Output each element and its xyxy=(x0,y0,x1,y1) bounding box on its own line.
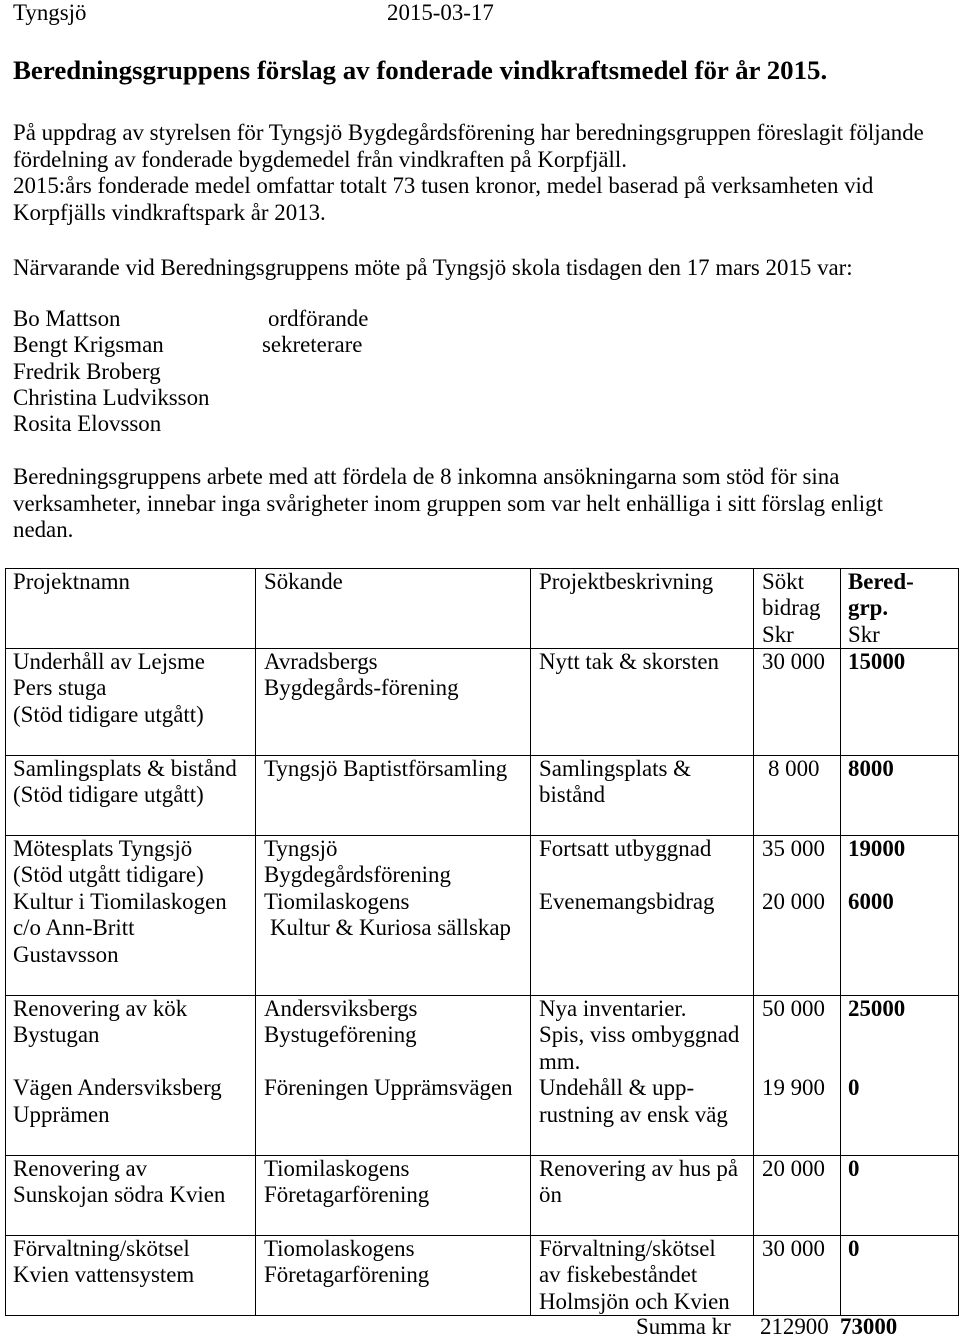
header-cell-project-description xyxy=(531,569,754,648)
requested-amount-text: 20 000 xyxy=(762,1156,825,1181)
project-description-entry xyxy=(539,649,753,728)
attendance-heading: Närvarande vid Beredningsgruppens möte på Tyngsjö skola tisdagen den 17 mars 2015 var: xyxy=(13,255,853,280)
applicant-text: Tyngsjö Baptistförsamling xyxy=(264,756,508,781)
member-name: Christina Ludviksson xyxy=(13,384,210,410)
table-header-row xyxy=(6,569,959,649)
project-description-entry xyxy=(539,1156,753,1209)
table-row xyxy=(6,1236,959,1316)
project-name-text: (Stöd utgått tidigare) xyxy=(13,862,204,888)
proposed-amount-entry xyxy=(848,756,958,809)
project-description-text: bistånd xyxy=(539,782,606,808)
total-row xyxy=(0,1314,960,1337)
header-text: bidrag xyxy=(762,595,821,621)
member-row xyxy=(13,359,433,385)
member-name: Bengt Krigsman xyxy=(13,332,164,358)
requested-amount-text: 8 000 xyxy=(768,756,820,781)
applicant-text: Kultur & Kuriosa sällskap xyxy=(270,915,511,941)
applicant-entry xyxy=(264,1236,530,1315)
proposed-amount-text: 0 xyxy=(848,1236,860,1261)
header-text: Sökande xyxy=(264,569,343,594)
table-row xyxy=(6,649,959,756)
project-name-text: Renovering av kök xyxy=(13,996,188,1021)
total-label: Summa kr xyxy=(636,1314,731,1337)
proposed-amount-entry xyxy=(848,1075,958,1128)
proposed-amount-cell xyxy=(841,1236,959,1315)
requested-amount-cell xyxy=(754,649,841,755)
project-name-text: Underhåll av Lejsme xyxy=(13,649,205,674)
project-name-text: Vägen Andersviksberg xyxy=(13,1075,222,1101)
project-description-text: Evenemangsbidrag xyxy=(539,888,715,914)
applicant-text: Tiomilaskogens xyxy=(264,1156,410,1181)
requested-amount-text: 19 900 xyxy=(762,1075,825,1101)
project-description-entry xyxy=(539,1075,753,1128)
member-row xyxy=(13,332,433,358)
project-name-cell xyxy=(6,649,256,755)
project-name-entry xyxy=(13,889,255,968)
requested-amount-text: 20 000 xyxy=(762,888,825,914)
applicant-entry xyxy=(264,649,530,728)
project-description-text: ön xyxy=(539,1182,562,1208)
project-description-text: Samlingsplats & xyxy=(539,756,691,781)
proposed-amount-entry xyxy=(848,996,958,1075)
requested-amount-text: 50 000 xyxy=(762,996,825,1021)
applicant-entry xyxy=(264,996,530,1075)
header-date: 2015-03-17 xyxy=(387,0,494,25)
project-description-text: Undehåll & upp- xyxy=(539,1075,695,1101)
member-row xyxy=(13,385,433,411)
header-place: Tyngsjö xyxy=(13,0,87,25)
requested-amount-text: 30 000 xyxy=(762,1236,825,1261)
intro-line: Korpfjälls vindkraftspark år 2013. xyxy=(13,199,326,225)
member-list xyxy=(13,306,433,437)
proposed-amount-cell xyxy=(841,1156,959,1235)
project-name-cell xyxy=(6,1236,256,1315)
project-description-entry xyxy=(539,836,753,889)
proposed-amount-text: 0 xyxy=(848,1075,860,1101)
project-name-entry xyxy=(13,649,255,728)
requested-amount-entry xyxy=(762,1075,840,1128)
member-name: Rosita Elovsson xyxy=(13,411,162,436)
applicant-cell xyxy=(256,756,531,835)
requested-amount-entry xyxy=(762,1236,840,1315)
table-row xyxy=(6,1156,959,1236)
project-name-entry xyxy=(13,1075,255,1128)
applicant-text: Tiomilaskogens xyxy=(264,888,410,914)
total-proposed-amount: 73000 xyxy=(840,1314,898,1337)
header-cell-project-name xyxy=(6,569,256,648)
requested-amount-entry xyxy=(762,1156,840,1209)
header-text: Bered- xyxy=(848,569,914,594)
applicant-entry xyxy=(264,1156,530,1209)
project-name-entry xyxy=(13,836,255,889)
project-description-cell xyxy=(531,649,754,755)
intro-line: 2015:års fonderade medel omfattar totalt 73 tusen kronor, medel baserad på verksamheten vid xyxy=(13,173,874,199)
table-row xyxy=(6,756,959,836)
requested-amount-entry xyxy=(762,889,840,968)
project-name-text: c/o Ann-Britt xyxy=(13,915,135,941)
project-name-text: Sunskojan södra Kvien xyxy=(13,1182,226,1208)
project-name-entry xyxy=(13,996,255,1075)
project-description-cell xyxy=(531,1156,754,1235)
member-role: ordförande xyxy=(268,306,369,331)
member-role: sekreterare xyxy=(262,332,363,358)
intro-line: På uppdrag av styrelsen för Tyngsjö Bygdegårdsförening har beredningsgruppen föreslagit följande xyxy=(13,120,924,145)
applicant-cell xyxy=(256,649,531,755)
member-row xyxy=(13,306,433,332)
member-row xyxy=(13,411,433,437)
project-description-text: Nya inventarier. xyxy=(539,996,687,1021)
project-description-text: av fiskebeståndet xyxy=(539,1262,698,1288)
requested-amount-cell xyxy=(754,756,841,835)
proposed-amount-entry xyxy=(848,836,958,889)
requested-amount-entry xyxy=(762,996,840,1075)
applicant-entry xyxy=(264,889,530,968)
proposed-amount-text: 25000 xyxy=(848,996,906,1021)
applicant-cell xyxy=(256,1236,531,1315)
project-description-cell xyxy=(531,1236,754,1315)
member-name: Fredrik Broberg xyxy=(13,358,161,384)
project-name-text: Kvien vattensystem xyxy=(13,1262,195,1288)
applicant-text: Företagarförening xyxy=(264,1262,430,1288)
summary-paragraph xyxy=(13,464,883,544)
project-description-entry xyxy=(539,756,753,809)
applicant-cell xyxy=(256,1156,531,1235)
project-description-text: Nytt tak & skorsten xyxy=(539,649,719,674)
header-text: Skr xyxy=(848,621,880,647)
applicant-text: Bygdegårdsförening xyxy=(264,862,451,888)
project-name-text: Samlingsplats & bistånd xyxy=(13,756,237,781)
project-name-text: Kultur i Tiomilaskogen xyxy=(13,888,227,914)
project-description-cell xyxy=(531,836,754,995)
project-description-cell xyxy=(531,756,754,835)
project-name-text: Bystugan xyxy=(13,1022,100,1048)
requested-amount-entry xyxy=(762,649,840,728)
header-text: Projektbeskrivning xyxy=(539,569,714,594)
intro-line: fördelning av fonderade bygdemedel från vindkraften på Korpfjäll. xyxy=(13,146,627,172)
applicant-entry xyxy=(264,836,530,889)
project-description-entry xyxy=(539,889,753,968)
summary-line: verksamheter, innebar inga svårigheter inom gruppen som var helt enhälliga i sitt förslag enligt xyxy=(13,490,883,516)
requested-amount-cell xyxy=(754,1156,841,1235)
project-name-entry xyxy=(13,1156,255,1209)
summary-line: nedan. xyxy=(13,517,74,542)
project-description-entry xyxy=(539,1236,753,1315)
project-name-text: Upprämen xyxy=(13,1101,110,1127)
requested-amount-cell xyxy=(754,836,841,995)
applicant-text: Tiomolaskogens xyxy=(264,1236,415,1261)
applicant-entry xyxy=(264,756,530,809)
project-description-text: Förvaltning/skötsel xyxy=(539,1236,716,1261)
project-name-text: Pers stuga xyxy=(13,675,107,701)
header-text: grp. xyxy=(848,595,889,621)
requested-amount-cell xyxy=(754,996,841,1155)
project-name-text: Renovering av xyxy=(13,1156,148,1181)
proposed-amount-entry xyxy=(848,649,958,728)
proposed-amount-text: 15000 xyxy=(848,649,906,674)
project-description-text: Renovering av hus på xyxy=(539,1156,738,1181)
project-name-text: Mötesplats Tyngsjö xyxy=(13,836,193,861)
project-name-entry xyxy=(13,1236,255,1315)
project-name-cell xyxy=(6,756,256,835)
total-requested-amount: 212900 xyxy=(760,1314,829,1337)
proposed-amount-text: 0 xyxy=(848,1156,860,1181)
project-name-entry xyxy=(13,756,255,809)
project-name-text: (Stöd tidigare utgått) xyxy=(13,782,204,808)
applicant-text: Bystugeförening xyxy=(264,1022,417,1048)
applicant-text: Föreningen Upprämsvägen xyxy=(264,1075,513,1101)
project-description-entry xyxy=(539,996,753,1075)
project-description-text: mm. xyxy=(539,1048,581,1074)
member-name: Bo Mattson xyxy=(13,306,121,331)
project-name-text: Förvaltning/skötsel xyxy=(13,1236,190,1261)
requested-amount-entry xyxy=(762,756,840,809)
applicant-text: Tyngsjö xyxy=(264,836,338,861)
proposed-amount-entry xyxy=(848,889,958,968)
header-text: Skr xyxy=(762,621,794,647)
header-cell-applicant xyxy=(256,569,531,648)
proposed-amount-cell xyxy=(841,996,959,1155)
document-title: Beredningsgruppens förslag av fonderade vindkraftsmedel för år 2015. xyxy=(13,55,828,85)
project-name-cell xyxy=(6,836,256,995)
project-name-text: Gustavsson xyxy=(13,941,119,967)
applicant-text: Avradsbergs xyxy=(264,649,378,674)
proposed-amount-text: 8000 xyxy=(848,756,894,781)
applicant-entry xyxy=(264,1075,530,1128)
proposed-amount-entry xyxy=(848,1156,958,1209)
header-cell-requested-amount xyxy=(754,569,841,648)
proposed-amount-entry xyxy=(848,1236,958,1315)
project-description-text: Fortsatt utbyggnad xyxy=(539,836,712,861)
header-text: Sökt xyxy=(762,569,804,594)
summary-line: Beredningsgruppens arbete med att fördela de 8 inkomna ansökningarna som stöd för sina xyxy=(13,464,840,489)
project-description-text: Holmsjön och Kvien xyxy=(539,1288,730,1314)
project-name-text: (Stöd tidigare utgått) xyxy=(13,701,204,727)
applicant-text: Bygdegårds-förening xyxy=(264,675,459,701)
project-description-text: Spis, viss ombyggnad xyxy=(539,1022,740,1048)
header-cell-proposed-amount xyxy=(841,569,959,648)
project-name-cell xyxy=(6,996,256,1155)
project-description-cell xyxy=(531,996,754,1155)
requested-amount-text: 35 000 xyxy=(762,836,825,861)
grant-table xyxy=(5,568,959,1316)
proposed-amount-cell xyxy=(841,836,959,995)
requested-amount-entry xyxy=(762,836,840,889)
requested-amount-cell xyxy=(754,1236,841,1315)
intro-paragraph xyxy=(13,120,924,226)
table-row xyxy=(6,836,959,996)
proposed-amount-text: 6000 xyxy=(848,888,894,914)
project-description-text: rustning av ensk väg xyxy=(539,1101,728,1127)
header-text: Projektnamn xyxy=(13,569,130,594)
table-row xyxy=(6,996,959,1156)
applicant-cell xyxy=(256,996,531,1155)
proposed-amount-cell xyxy=(841,649,959,755)
requested-amount-text: 30 000 xyxy=(762,649,825,674)
applicant-cell xyxy=(256,836,531,995)
applicant-text: Företagarförening xyxy=(264,1182,430,1208)
applicant-text: Andersviksbergs xyxy=(264,996,418,1021)
project-name-cell xyxy=(6,1156,256,1235)
proposed-amount-cell xyxy=(841,756,959,835)
proposed-amount-text: 19000 xyxy=(848,836,906,861)
